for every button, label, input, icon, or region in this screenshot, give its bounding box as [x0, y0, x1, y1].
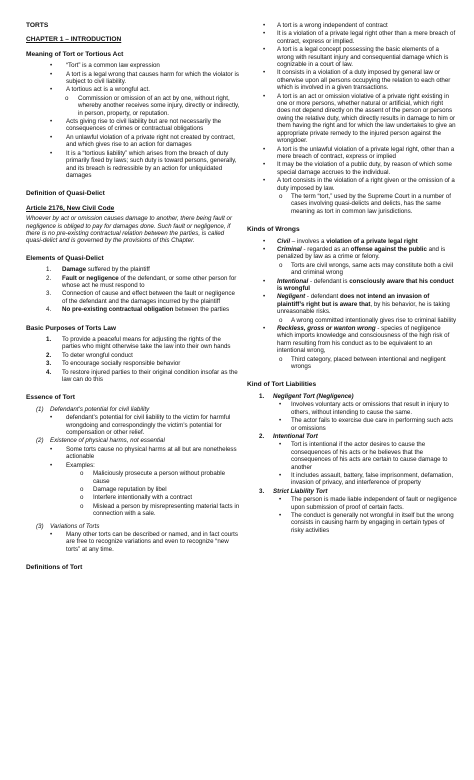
list-item: • The person is made liable independent of fault or negligence upon submission of proof of certain facts. [279, 496, 457, 511]
list-subitem: o Torts are civil wrongs, same acts may constitute both a civil and criminal wrong [279, 261, 453, 277]
list-item: • Intentional - defendant is consciously aware that his conduct is wrongful [263, 277, 454, 292]
list-item: 3. Connection of cause and effect between the fault or negligence of the defendant and the damages incurred by the plaintiff [46, 290, 235, 305]
list-item: • Tort is intentional if the actor desires to cause the consequences of his acts or he believes that the consequences of his acts are certain to cause damage to another [279, 441, 448, 471]
meaning-heading: Meaning of Tort or Tortious Act [26, 50, 124, 58]
list-subitem: o Damage reputation by libel [80, 485, 167, 493]
purposes-heading: Basic Purposes of Torts Law [26, 324, 117, 332]
list-item: • defendant’s potential for civil liability to the victim for harmful wrongdoing and correspondingly the victim’s potential for compensation or other relief. [50, 414, 231, 437]
list-item: • A tort is a legal wrong that causes harm for which the violator is subject to civil liability. [50, 70, 239, 86]
list-item: • “Tort” is a common law expression [50, 62, 160, 70]
list-subitem: o Commission or omission of an act by one, without right, whereby another receives some injury, directly or indirectly, in person, property, or reputation. [65, 94, 240, 117]
list-subitem: o Maliciously prosecute a person without probable cause [80, 470, 226, 485]
list-subitem: o A wrong committed intentionally gives rise to criminal liability [279, 316, 457, 324]
list-item: • Examples: [50, 461, 95, 469]
essence-sub-1: (1) Defendant’s potential for civil liability [36, 405, 150, 413]
list-subitem: o Mislead a person by misrepresenting material facts in connection with a sale. [80, 502, 240, 518]
list-item: 4. No pre-existing contractual obligation between the parties [46, 306, 230, 314]
kinds-heading: Kinds of Wrongs [247, 226, 300, 234]
list-item: • It is a violation of a private legal right other than a mere breach of contract, express or implied. [263, 30, 456, 45]
list-item: • Reckless, gross or wanton wrong - species of negligence which imports knowledge and consciousness of the high risk of harm resulting from his conduct as to be equivalent to an intentional wrong, [263, 325, 450, 355]
article-text: Whoever by act or omission causes damage to another, there being fault or negligence is obliged to pay for damages done. Such fault or negligence, if there is no pre-existing contractual relation between the parties, is called quasi-delict and is governed by the provisions of this Chapter. [26, 215, 233, 245]
list-item: 3. To encourage socially responsible behavior [46, 360, 181, 368]
list-item: • Many other torts can be described or named, and in fact courts are free to recognize variations and even to recognize “new torts” at any time. [50, 530, 238, 553]
list-item: • A tortious act is a wrongful act. [50, 86, 150, 94]
list-item: 4. To restore injured parties to their original condition insofar as the law can do this [46, 368, 238, 384]
doc-title: TORTS [26, 22, 49, 29]
list-item: • Negligent - defendant does not intend an invasion of plaintiff’s right but is aware that, by his behavior, he is taking unreasonable risks. [263, 293, 450, 316]
list-item: • It is a “tortious liability” which arises from the breach of duty primarily fixed by laws; such duty is toward persons, generally, and its breach is redressible by an action for unliquidated damages [50, 149, 237, 179]
list-subitem: o The term “tort,” used by the Supreme Court in a number of cases involving quasi-delicts and delicts, has the same meaning as tort in common law jurisdictions. [279, 192, 451, 215]
list-item: • Involves voluntary acts or omissions that result in injury to others, without intending to cause the same. [279, 401, 449, 416]
list-item: • It may be the violation of a public duty, by reason of which some special damage accrues to the individual. [263, 161, 452, 176]
article-heading: Article 2176, New Civil Code [26, 204, 115, 212]
list-item: • A tort is a legal concept possessing the basic elements of a wrong with resultant injury and consequential damage which is cognizable in a court of law. [263, 46, 449, 69]
list-item: • The actor fails to exercise due care in performing such acts or omissions [279, 417, 453, 432]
list-item: • Civil – involves a violation of a private legal right [263, 237, 418, 245]
list-item: 2. Fault or negligence of the defendant, or some other person for whose act he must respond to [46, 274, 237, 289]
list-item: • It consists in a violation of a duty imposed by general law or otherwise upon all persons occupying the relation to each other which is involved in a given transactions. [263, 69, 451, 92]
liability-negligent: 1. Negligent Tort (Negligence) [259, 392, 354, 400]
list-item: • Some torts cause no physical harms at all but are nonetheless actionable [50, 445, 237, 461]
list-item: 1. Damage suffered by the plaintiff [46, 266, 150, 274]
list-item: • A tort is a wrong independent of contract [263, 22, 388, 29]
liability-intentional: 2. Intentional Tort [259, 432, 318, 440]
list-item: • An unlawful violation of a private right not created by contract, and which gives rise to an action for damages [50, 133, 235, 149]
list-item: • A tort is an act or omission violative of a private right existing in one or more persons, whether natural or artificial, which right does not depend directly on the assent of the person or persons owing the relative duty, which directly results in damage to him or them having the right and for which the law undertakes to give an appropriate private remedy to the injured person against the wrongdoer. [263, 92, 456, 145]
left-column [26, 22, 240, 572]
list-item: • Acts giving rise to civil liability but are not necessarily the consequences of crimes or contractual obligations [50, 118, 222, 133]
list-item: • A tort is the unlawful violation of a private legal right, other than a mere breach of contract, express or implied [263, 145, 455, 160]
list-item: • Criminal - regarded as an offense against the public and is penalized by law as a crime or felony. [263, 245, 446, 261]
list-item: • The conduct is generally not wrongful in itself but the wrong consists in causing harm by engaging in certain types of risky activities [279, 511, 454, 534]
list-subitem: o Third category, placed between intentional and negligent wrongs [279, 355, 446, 371]
liabilities-heading: Kind of Tort Liabilities [247, 381, 317, 389]
list-subitem: o Interfere intentionally with a contract [80, 494, 193, 502]
essence-sub-2: (2) Existence of physical harms, not essential [36, 437, 165, 445]
liability-strict: 3. Strict Liability Tort [259, 487, 328, 495]
right-column [247, 22, 457, 535]
essence-heading: Essence of Tort [26, 394, 75, 402]
elements-heading: Elements of Quasi-Delict [26, 254, 104, 262]
chapter-heading: CHAPTER 1 – INTRODUCTION [26, 36, 122, 44]
list-item: 2. To deter wrongful conduct [46, 351, 133, 359]
list-item: • It includes assault, battery, false imprisonment, defamation, invasion of privacy, and interference of property [279, 471, 454, 487]
list-item: • A tort consists in the violation of a right given or the omission of a duty imposed by law. [263, 177, 455, 192]
list-item: 1. To provide a peaceful means for adjusting the rights of the parties who might otherwise take the law into their own hands [46, 336, 231, 351]
quasi-delict-heading: Definition of Quasi-Delict [26, 190, 105, 198]
essence-sub-3: (3) Variations of Torts [36, 522, 100, 530]
definitions-heading: Definitions of Tort [26, 564, 83, 572]
